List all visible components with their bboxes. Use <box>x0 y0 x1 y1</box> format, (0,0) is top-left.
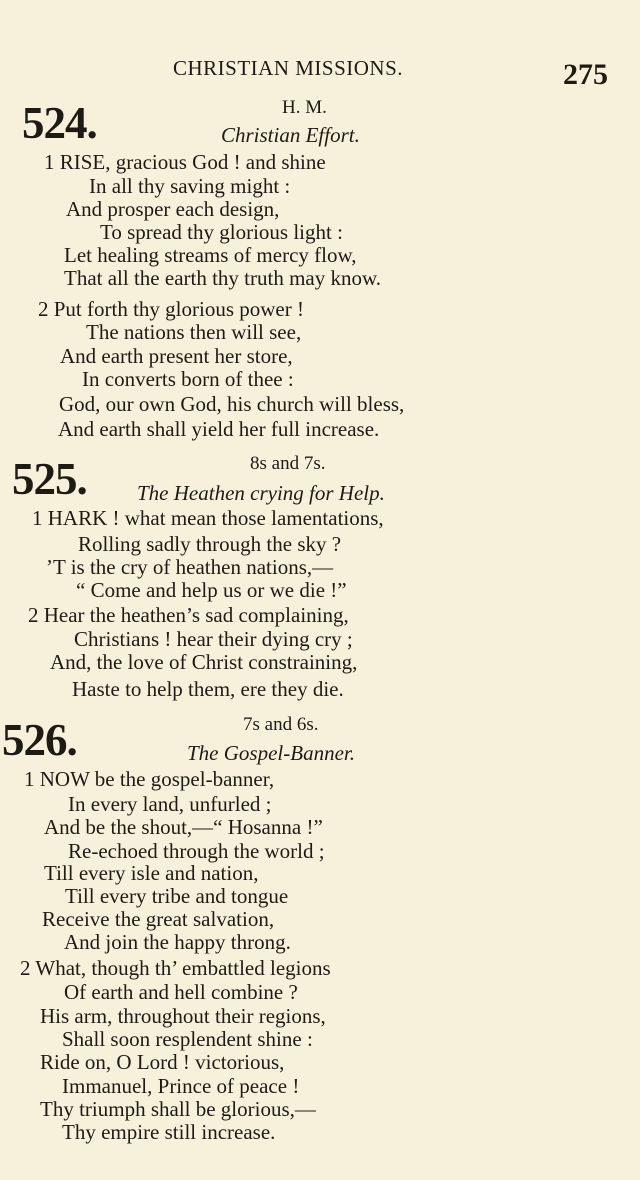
verse-line: And be the shout,—“ Hosanna !” <box>44 815 323 839</box>
verse-line: Christians ! hear their dying cry ; <box>74 627 353 651</box>
verse-line: In all thy saving might : <box>89 174 291 198</box>
verse-line: 2 Hear the heathen’s sad complaining, <box>28 603 349 627</box>
verse-line: Of earth and hell combine ? <box>64 980 298 1004</box>
page-number: 275 <box>563 58 608 91</box>
verse-line: Rolling sadly through the sky ? <box>78 532 342 556</box>
verse-line: In converts born of thee : <box>82 367 294 391</box>
verse-line: Till every isle and nation, <box>44 861 259 885</box>
verse-line: Shall soon resplendent shine : <box>62 1027 313 1051</box>
verse-line: 2 Put forth thy glorious power ! <box>38 297 304 321</box>
verse-line: Let healing streams of mercy flow, <box>64 243 357 267</box>
hymn-meter: 7s and 6s. <box>243 714 319 735</box>
verse-line: ’T is the cry of heathen nations,— <box>46 555 334 579</box>
verse-line: And earth present her store, <box>60 344 293 368</box>
running-title: CHRISTIAN MISSIONS. <box>173 56 404 80</box>
verse-line: Thy empire still increase. <box>62 1120 276 1144</box>
verse-line: That all the earth thy truth may know. <box>64 266 382 290</box>
verse-line: Re-echoed through the world ; <box>68 839 325 863</box>
hymn-title: The Gospel-Banner. <box>187 741 355 765</box>
verse-line: 2 What, though th’ embattled legions <box>20 956 331 980</box>
verse-line: God, our own God, his church will bless, <box>59 392 405 416</box>
hymn-meter: 8s and 7s. <box>250 453 326 474</box>
verse-line: And prosper each design, <box>66 197 280 221</box>
verse-line: His arm, throughout their regions, <box>40 1004 326 1028</box>
verse-line: Ride on, O Lord ! victorious, <box>40 1050 285 1074</box>
verse-line: And join the happy throng. <box>64 930 291 954</box>
hymn-title: The Heathen crying for Help. <box>137 481 385 505</box>
verse-line: Receive the great salvation, <box>42 907 275 931</box>
verse-line: Thy triumph shall be glorious,— <box>40 1097 316 1121</box>
verse-line: Till every tribe and tongue <box>65 884 289 908</box>
verse-line: To spread thy glorious light : <box>100 220 343 244</box>
hymn-number: 524. <box>22 98 97 148</box>
verse-line: And, the love of Christ constraining, <box>50 650 358 674</box>
verse-line: 1 HARK ! what mean those lamentations, <box>32 506 384 530</box>
verse-line: In every land, unfurled ; <box>68 792 272 816</box>
hymn-title: Christian Effort. <box>221 123 360 147</box>
verse-line: 1 NOW be the gospel-banner, <box>24 767 275 791</box>
verse-line: The nations then will see, <box>86 320 302 344</box>
hymn-meter: H. M. <box>282 97 327 118</box>
verse-line: Immanuel, Prince of peace ! <box>62 1074 300 1098</box>
verse-line: And earth shall yield her full increase. <box>58 417 380 441</box>
hymn-number: 525. <box>12 454 87 504</box>
hymn-number: 526. <box>2 715 77 765</box>
verse-line: 1 RISE, gracious God ! and shine <box>44 150 326 174</box>
verse-line: Haste to help them, ere they die. <box>72 677 344 701</box>
verse-line: “ Come and help us or we die !” <box>76 578 347 602</box>
